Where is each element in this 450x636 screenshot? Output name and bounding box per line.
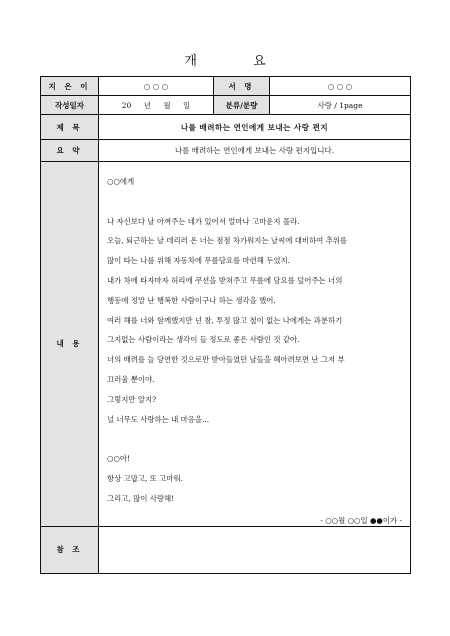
letter-closing-line: ○○아! (107, 454, 131, 464)
content-row (41, 162, 411, 527)
letter-body (107, 172, 402, 526)
summary-value[interactable]: 나를 배려하는 연인에게 보내는 사랑 편지입니다. (99, 140, 411, 162)
letter-line: 그렇지만 알지? (107, 394, 157, 404)
signature-value[interactable]: ○ ○ ○ (270, 77, 411, 96)
content-label: 내 용 (41, 162, 99, 527)
document-title: 개 요 (184, 54, 292, 69)
content-body[interactable] (99, 162, 411, 527)
letter-line: 나 자신보다 날 아껴주는 네가 있어서 얼마나 고마운지 몰라. (107, 216, 300, 226)
subject-label: 제 목 (41, 115, 99, 140)
letter-line: 여러 해를 너와 함께했지만 넌 참, 투정 많고 철이 없는 나에게는 과분하기 (107, 315, 343, 325)
category-value[interactable]: 사랑 / 1page (270, 96, 411, 115)
reference-label: 참 조 (41, 526, 99, 573)
letter-line: 널 너무도 사랑하는 내 마음을... (107, 414, 210, 424)
date-label: 작성일자 (41, 96, 99, 115)
author-row (41, 77, 411, 96)
letter-line: 많이 타는 나를 위해 자동차에 무릎담요를 마련해 두었지. (107, 256, 291, 266)
subject-value[interactable]: 나를 배려하는 연인에게 보내는 사랑 편지 (99, 115, 411, 140)
letter-line: 행동에 정말 난 행복한 사람이구나 하는 생각을 했어. (107, 295, 276, 305)
letter-signature: - ○○월 ○○일 ●●이가 - (320, 515, 402, 525)
reference-value[interactable] (99, 526, 411, 573)
signature-label: 서 명 (214, 77, 270, 96)
letter-closing-line: 항상 고맙고, 또 고마워. (107, 473, 184, 483)
letter-closing-line: 그리고, 많이 사랑해! (107, 493, 175, 503)
letter-line: 그지없는 사람이라는 생각이 들 정도로 좋은 사람인 것 같아. (107, 335, 300, 345)
reference-row (41, 526, 411, 573)
subject-row (41, 115, 411, 140)
author-label: 지 은 이 (41, 77, 99, 96)
date-value[interactable]: 20 년 월 일 (99, 96, 214, 115)
letter-greeting: ○○에게 (107, 177, 135, 186)
author-value[interactable]: ○ ○ ○ (99, 77, 214, 96)
letter-spacer (107, 192, 402, 212)
letter-line: 내가 차에 타자마자 허리에 쿠션을 받쳐주고 무릎에 담요를 덮어주는 너의 (107, 275, 343, 285)
letter-line: 오늘, 퇴근하는 날 데리러 온 너는 점점 차가워지는 날씨에 대비하여 추위를 (107, 236, 348, 246)
summary-label: 요 약 (41, 140, 99, 162)
letter-line: 끄러울 뿐이야. (107, 374, 155, 384)
overview-form-table (40, 76, 411, 574)
letter-spacer (107, 429, 402, 449)
category-label: 분류/분량 (214, 96, 270, 115)
date-row (41, 96, 411, 115)
letter-line: 너의 배려를 늘 당연한 것으로만 받아들였던 날들을 헤아려보면 난 그저 부 (107, 355, 345, 365)
summary-row (41, 140, 411, 162)
